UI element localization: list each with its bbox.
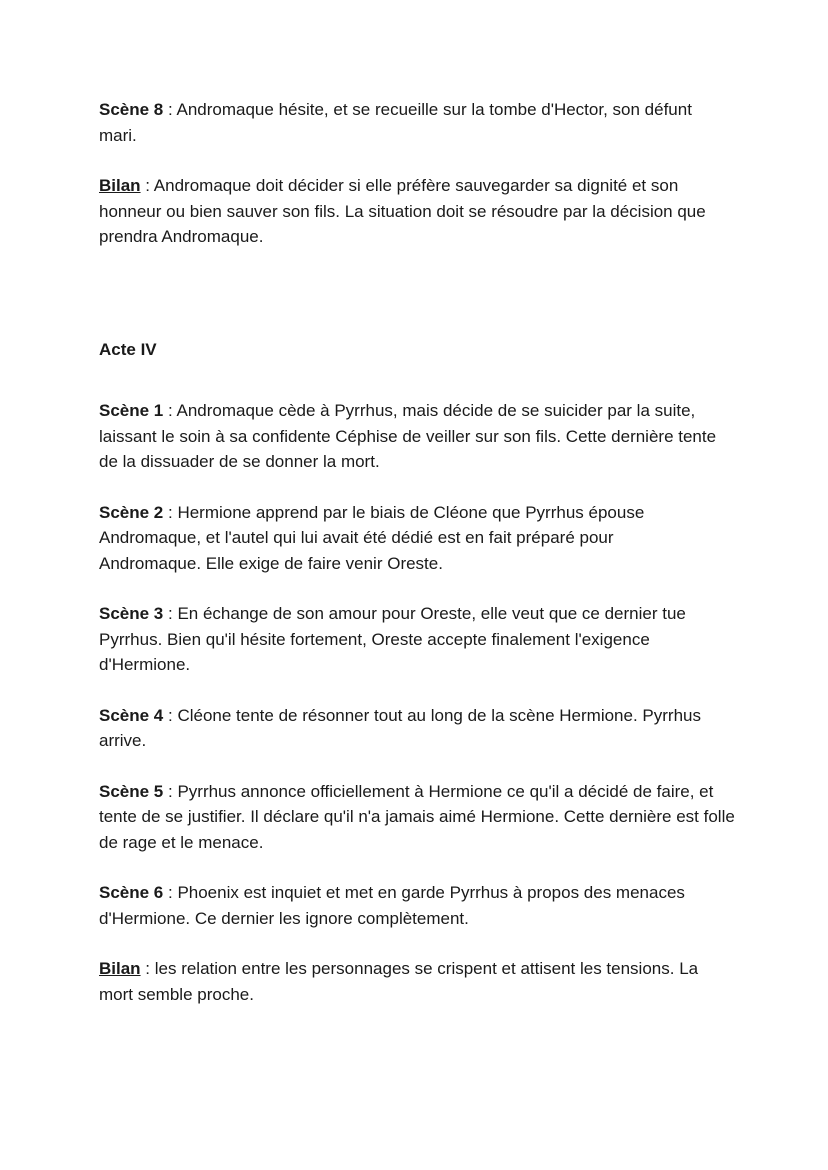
separator: : <box>163 883 178 902</box>
scene-text: Hermione apprend par le biais de Cléone que Pyrrhus épouse Andromaque, et l'autel qui lui avait été dédié est en fait préparé pour Andromaque. Elle exige de faire venir Oreste. <box>99 502 645 573</box>
document-page <box>99 97 739 1007</box>
separator: : <box>163 100 177 119</box>
bilan-label: Bilan <box>99 959 141 978</box>
separator: : <box>163 705 178 725</box>
separator: : <box>140 176 154 195</box>
bilan-label: Bilan <box>99 176 141 195</box>
separator: : <box>163 401 177 420</box>
scene-text: Andromaque cède à Pyrrhus, mais décide de se suicider par la suite, laissant le soin à sa confidente Céphise de veiller sur son fils. Cette dernière tente de la dissuader de se donner la mort. <box>99 401 717 471</box>
scene-label: Scène 5 <box>99 781 164 801</box>
scene-label: Scène 6 <box>99 883 164 902</box>
scene-6-paragraph <box>99 880 709 931</box>
scene-label: Scène 4 <box>99 705 164 725</box>
scene-3-paragraph <box>99 601 699 678</box>
scene-text: Cléone tente de résonner tout au long de la scène Hermione. Pyrrhus arrive. <box>99 705 701 750</box>
scene-text: En échange de son amour pour Oreste, elle veut que ce dernier tue Pyrrhus. Bien qu'il hésite fortement, Oreste accepte finalement l'exigence d'Hermione. <box>99 604 686 674</box>
separator: : <box>163 502 178 522</box>
scene-label: Scène 8 <box>99 100 164 119</box>
bilan-text: les relation entre les personnages se crispent et attisent les tensions. La mort semble proche. <box>99 959 699 1004</box>
scene-text: Pyrrhus annonce officiellement à Hermione ce qu'il a décidé de faire, et tente de se justifier. Il déclare qu'il n'a jamais aimé Hermione. Cette dernière est folle de rage et le menace. <box>99 781 735 852</box>
scene-text: Andromaque hésite, et se recueille sur la tombe d'Hector, son défunt mari. <box>99 100 692 145</box>
scene-text: Phoenix est inquiet et met en garde Pyrrhus à propos des menaces d'Hermione. Ce dernier les ignore complètement. <box>99 883 685 928</box>
separator: : <box>140 959 155 978</box>
scene-2-paragraph <box>99 500 674 577</box>
bilan-act3-paragraph <box>99 173 719 250</box>
scene-label: Scène 1 <box>99 401 164 420</box>
act-title: Acte IV <box>99 339 157 359</box>
scene-label: Scène 3 <box>99 604 164 623</box>
bilan-text: Andromaque doit décider si elle préfère sauvegarder sa dignité et son honneur ou bien sauver son fils. La situation doit se résoudre par la décision que prendra Andromaque. <box>99 176 706 246</box>
scene-1-paragraph <box>99 398 724 475</box>
separator: : <box>163 604 178 623</box>
scene-label: Scène 2 <box>99 502 164 522</box>
scene-4-paragraph <box>99 703 739 754</box>
scene-8-paragraph <box>99 97 729 148</box>
separator: : <box>163 781 178 801</box>
bilan-act4-paragraph <box>99 956 729 1007</box>
scene-5-paragraph <box>99 779 739 856</box>
